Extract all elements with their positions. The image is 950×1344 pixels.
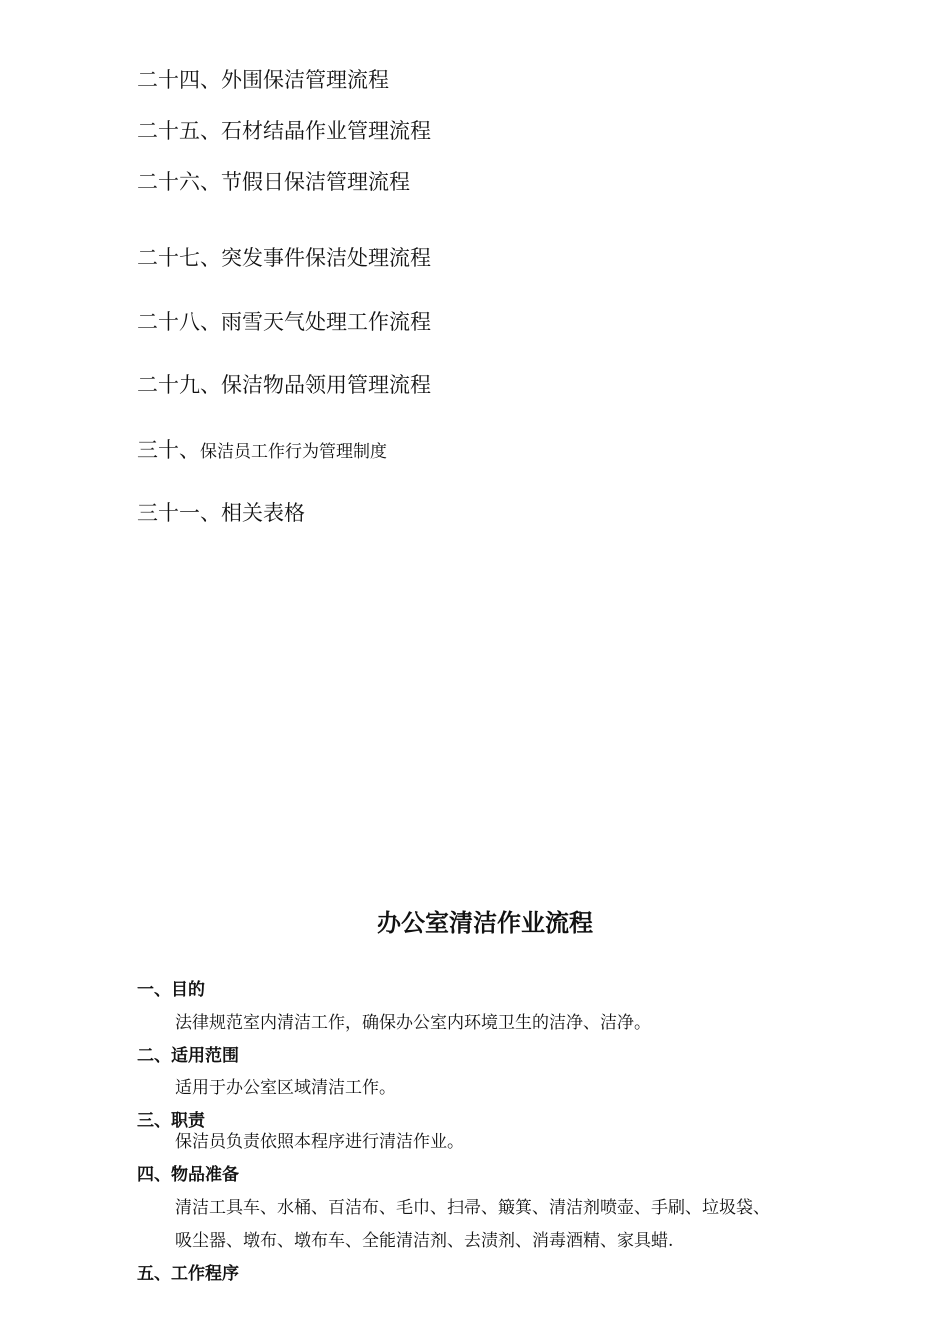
section-scope-heading: 二、适用范围 <box>137 1046 239 1066</box>
section-purpose-body: 法律规范室内清洁工作，确保办公室内环境卫生的洁净、洁净。 <box>175 1013 651 1033</box>
section-items-body-line2: 吸尘器、墩布、墩布车、全能清洁剂、去渍剂、消毒酒精、家具蜡. <box>175 1231 674 1251</box>
toc-item-28: 二十八、雨雪天气处理工作流程 <box>137 310 431 334</box>
toc-item-24: 二十四、外围保洁管理流程 <box>137 68 389 92</box>
section-scope-body: 适用于办公室区域清洁工作。 <box>175 1078 396 1098</box>
toc-item-25: 二十五、石材结晶作业管理流程 <box>137 119 431 143</box>
toc-item-30-number: 三十、 <box>137 438 200 462</box>
section-items-heading: 四、物品准备 <box>137 1165 239 1185</box>
toc-item-29: 二十九、保洁物品领用管理流程 <box>137 373 431 397</box>
section-procedure-heading: 五、工作程序 <box>137 1264 239 1284</box>
toc-item-31: 三十一、相关表格 <box>137 501 305 525</box>
section-purpose-heading: 一、目的 <box>137 980 205 1000</box>
section-duty-body: 保洁员负责依照本程序进行清洁作业。 <box>175 1132 464 1152</box>
toc-item-27: 二十七、突发事件保洁处理流程 <box>137 246 431 270</box>
toc-item-30 <box>137 434 387 464</box>
section-items-body-line1: 清洁工具车、水桶、百洁布、毛巾、扫帚、簸箕、清洁剂喷壶、手刷、垃圾袋、 <box>175 1198 770 1218</box>
document-title: 办公室清洁作业流程 <box>377 909 593 937</box>
toc-item-30-text: 保洁员工作行为管理制度 <box>200 442 387 462</box>
section-duty-heading: 三、职责 <box>137 1111 205 1131</box>
toc-item-26: 二十六、节假日保洁管理流程 <box>137 170 410 194</box>
